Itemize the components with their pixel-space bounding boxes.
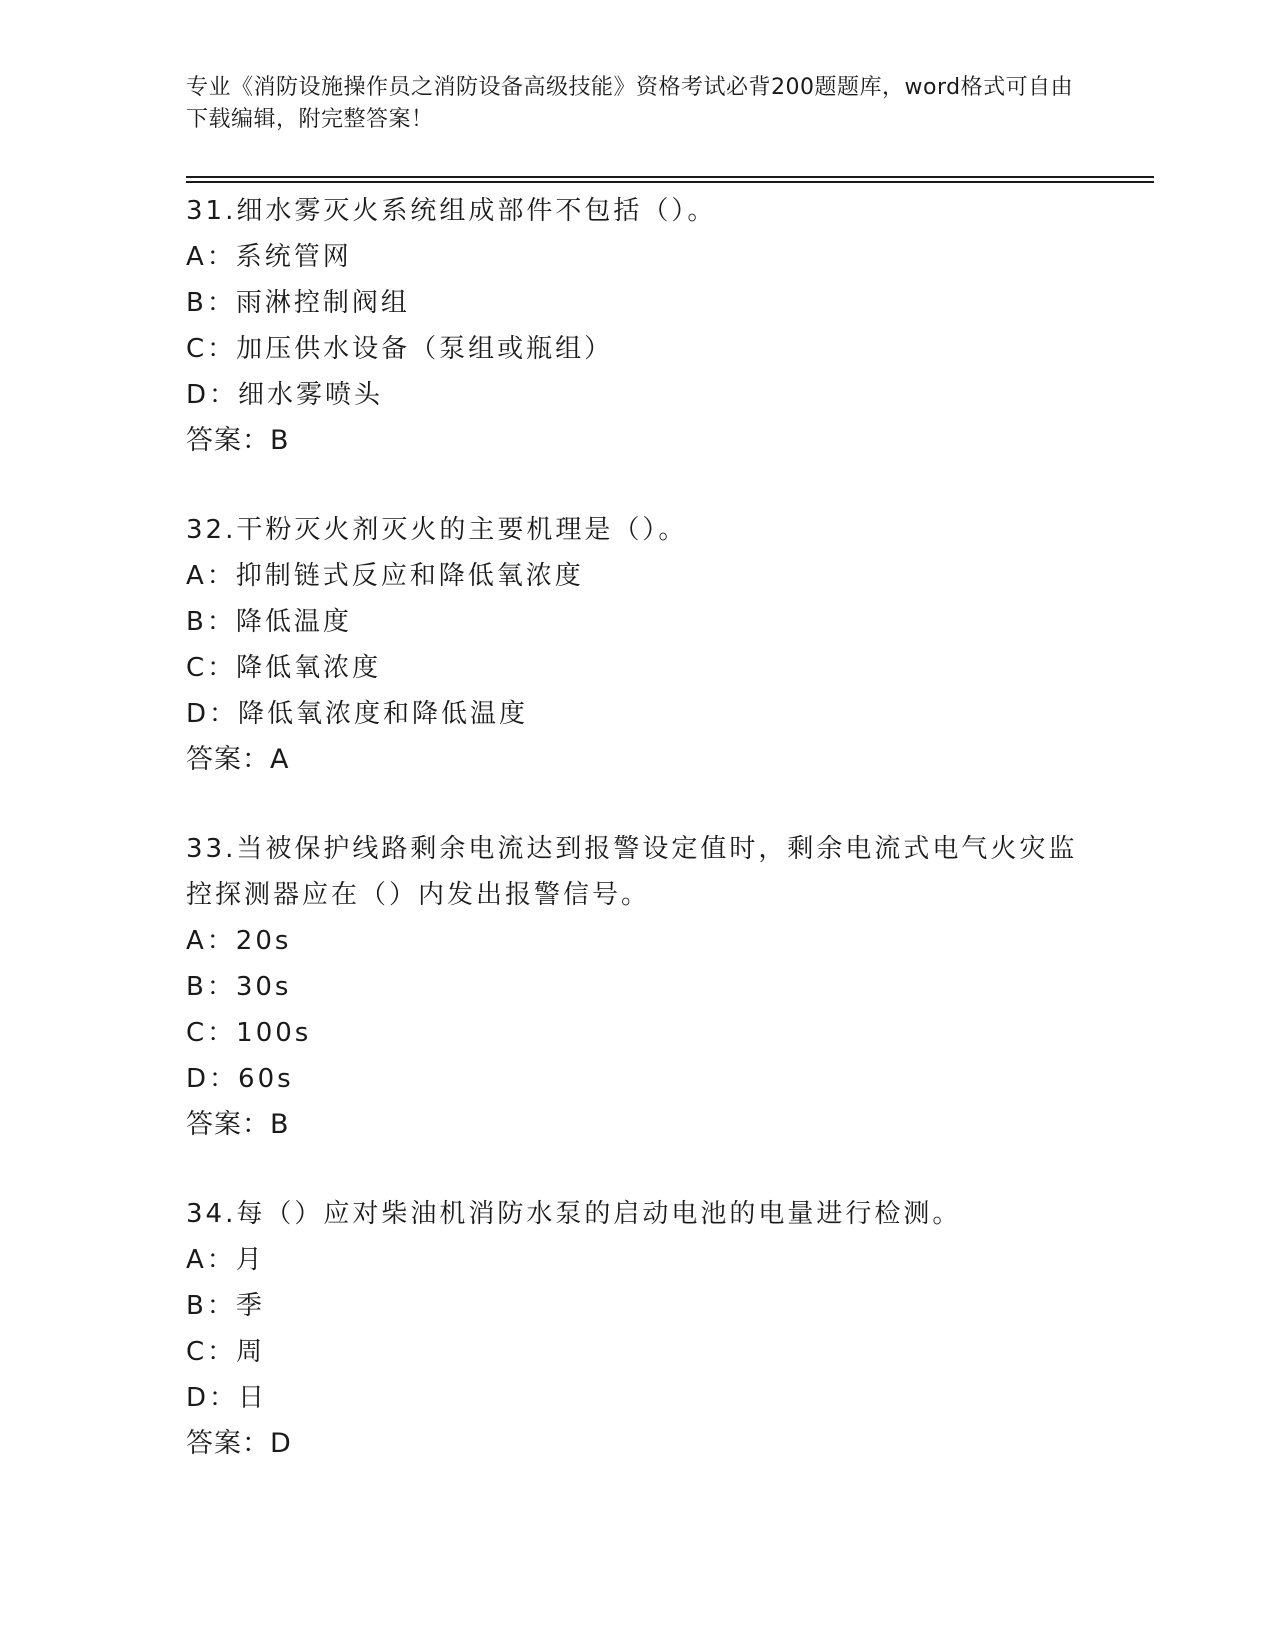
option-a: A：抑制链式反应和降低氧浓度 (186, 561, 584, 591)
question-31 (186, 188, 1086, 464)
question-33 (186, 826, 1086, 1148)
option-c: C：加压供水设备（泵组或瓶组） (186, 334, 614, 364)
answer: 答案：B (186, 425, 290, 456)
header-divider-top (186, 176, 1154, 178)
answer: 答案：B (186, 1109, 290, 1140)
option-c: C：降低氧浓度 (186, 653, 382, 683)
option-c: C：周 (186, 1337, 266, 1367)
option-b: B：雨淋控制阀组 (186, 288, 410, 318)
option-c: C：100s (186, 1018, 312, 1048)
option-b: B：30s (186, 972, 292, 1002)
answer: 答案：A (186, 744, 290, 775)
header-divider-bottom (186, 181, 1154, 183)
question-34 (186, 1191, 1086, 1467)
option-d: D：降低氧浓度和降低温度 (186, 699, 529, 729)
answer: 答案：D (186, 1428, 292, 1459)
question-stem: 33.当被保护线路剩余电流达到报警设定值时，剩余电流式电气火灾监控探测器应在（）内发出报警信号。 (186, 834, 1078, 910)
option-d: D：细水雾喷头 (186, 380, 384, 410)
option-a: A：系统管网 (186, 242, 352, 272)
question-stem: 34.每（）应对柴油机消防水泵的启动电池的电量进行检测。 (186, 1199, 962, 1229)
option-b: B：降低温度 (186, 607, 352, 637)
option-d: D：60s (186, 1064, 294, 1094)
question-stem: 32.干粉灭火剂灭火的主要机理是（）。 (186, 515, 688, 545)
document-header: 专业《消防设施操作员之消防设备高级技能》资格考试必背200题题库，word格式可自由下载编辑，附完整答案！ (186, 75, 1074, 132)
option-b: B：季 (186, 1291, 265, 1321)
option-d: D：日 (186, 1383, 268, 1413)
option-a: A：20s (186, 926, 292, 956)
option-a: A：月 (186, 1245, 265, 1275)
question-32 (186, 507, 1086, 783)
question-stem: 31.细水雾灭火系统组成部件不包括（）。 (186, 196, 717, 226)
